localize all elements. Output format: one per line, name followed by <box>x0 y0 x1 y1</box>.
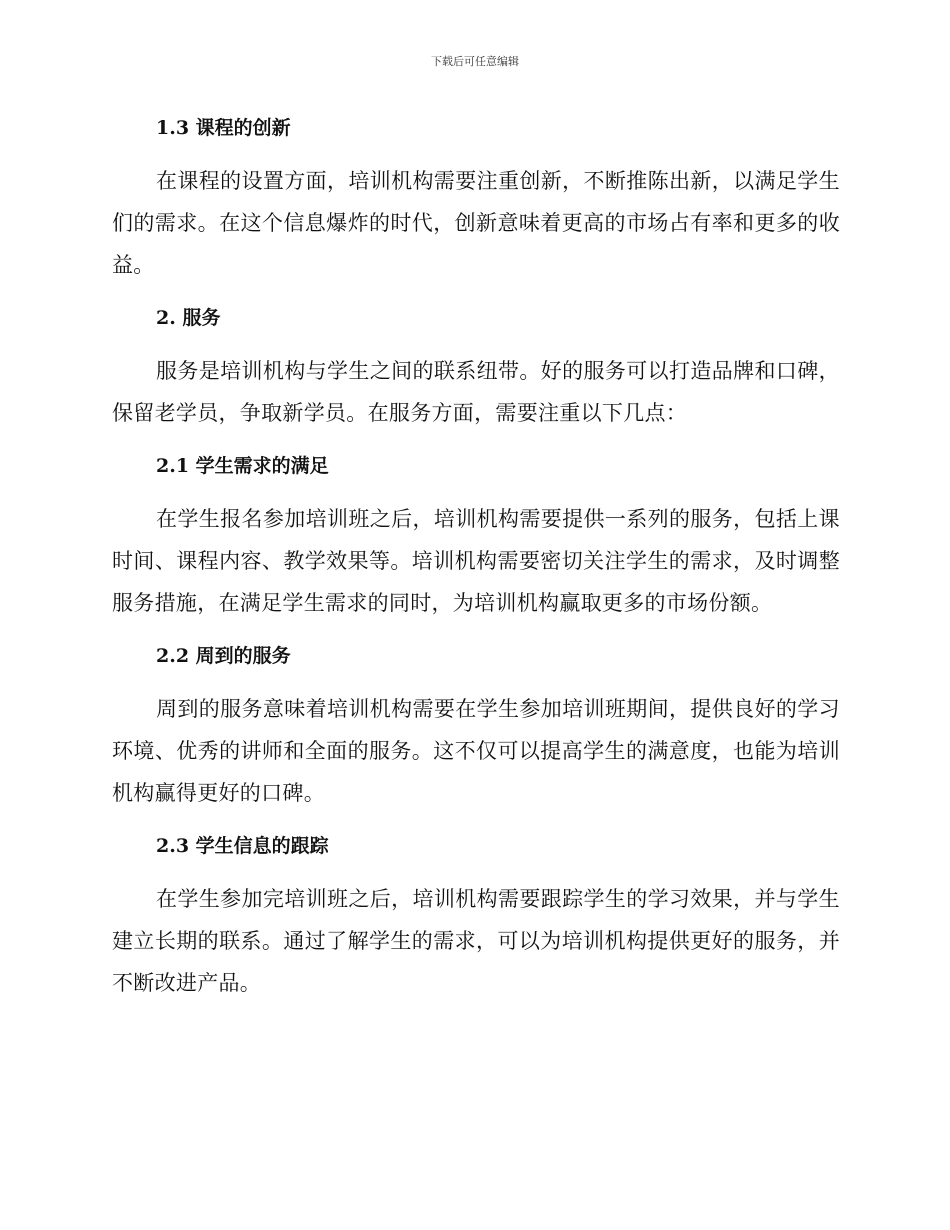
section-heading-2-2: 2.2 周到的服务 <box>156 645 291 667</box>
document-body <box>112 108 840 1004</box>
page-header: 下载后可任意编辑 <box>431 55 519 68</box>
section-heading-2: 2. 服务 <box>156 307 221 329</box>
paragraph-student-tracking: 在学生参加完培训班之后，培训机构需要跟踪学生的学习效果，并与学生建立长期的联系。通过了解学生的需求，可以为培训机构提供更好的服务，并不断改进产品。 <box>112 887 840 995</box>
section-heading-2-3: 2.3 学生信息的跟踪 <box>156 835 329 857</box>
section-heading-1-3: 1.3 课程的创新 <box>156 117 291 139</box>
paragraph-course-innovation: 在课程的设置方面，培训机构需要注重创新，不断推陈出新，以满足学生们的需求。在这个信息爆炸的时代，创新意味着更高的市场占有率和更多的收益。 <box>112 169 840 277</box>
paragraph-service-intro: 服务是培训机构与学生之间的联系纽带。好的服务可以打造品牌和口碑，保留老学员，争取新学员。在服务方面，需要注重以下几点： <box>112 359 840 425</box>
section-heading-2-1: 2.1 学生需求的满足 <box>156 455 329 477</box>
paragraph-student-needs: 在学生报名参加培训班之后，培训机构需要提供一系列的服务，包括上课时间、课程内容、教学效果等。培训机构需要密切关注学生的需求，及时调整服务措施，在满足学生需求的同时，为培训机构赢取更多的市场份额。 <box>112 507 840 615</box>
paragraph-thoughtful-service: 周到的服务意味着培训机构需要在学生参加培训班期间，提供良好的学习环境、优秀的讲师和全面的服务。这不仅可以提高学生的满意度，也能为培训机构赢得更好的口碑。 <box>112 697 840 805</box>
